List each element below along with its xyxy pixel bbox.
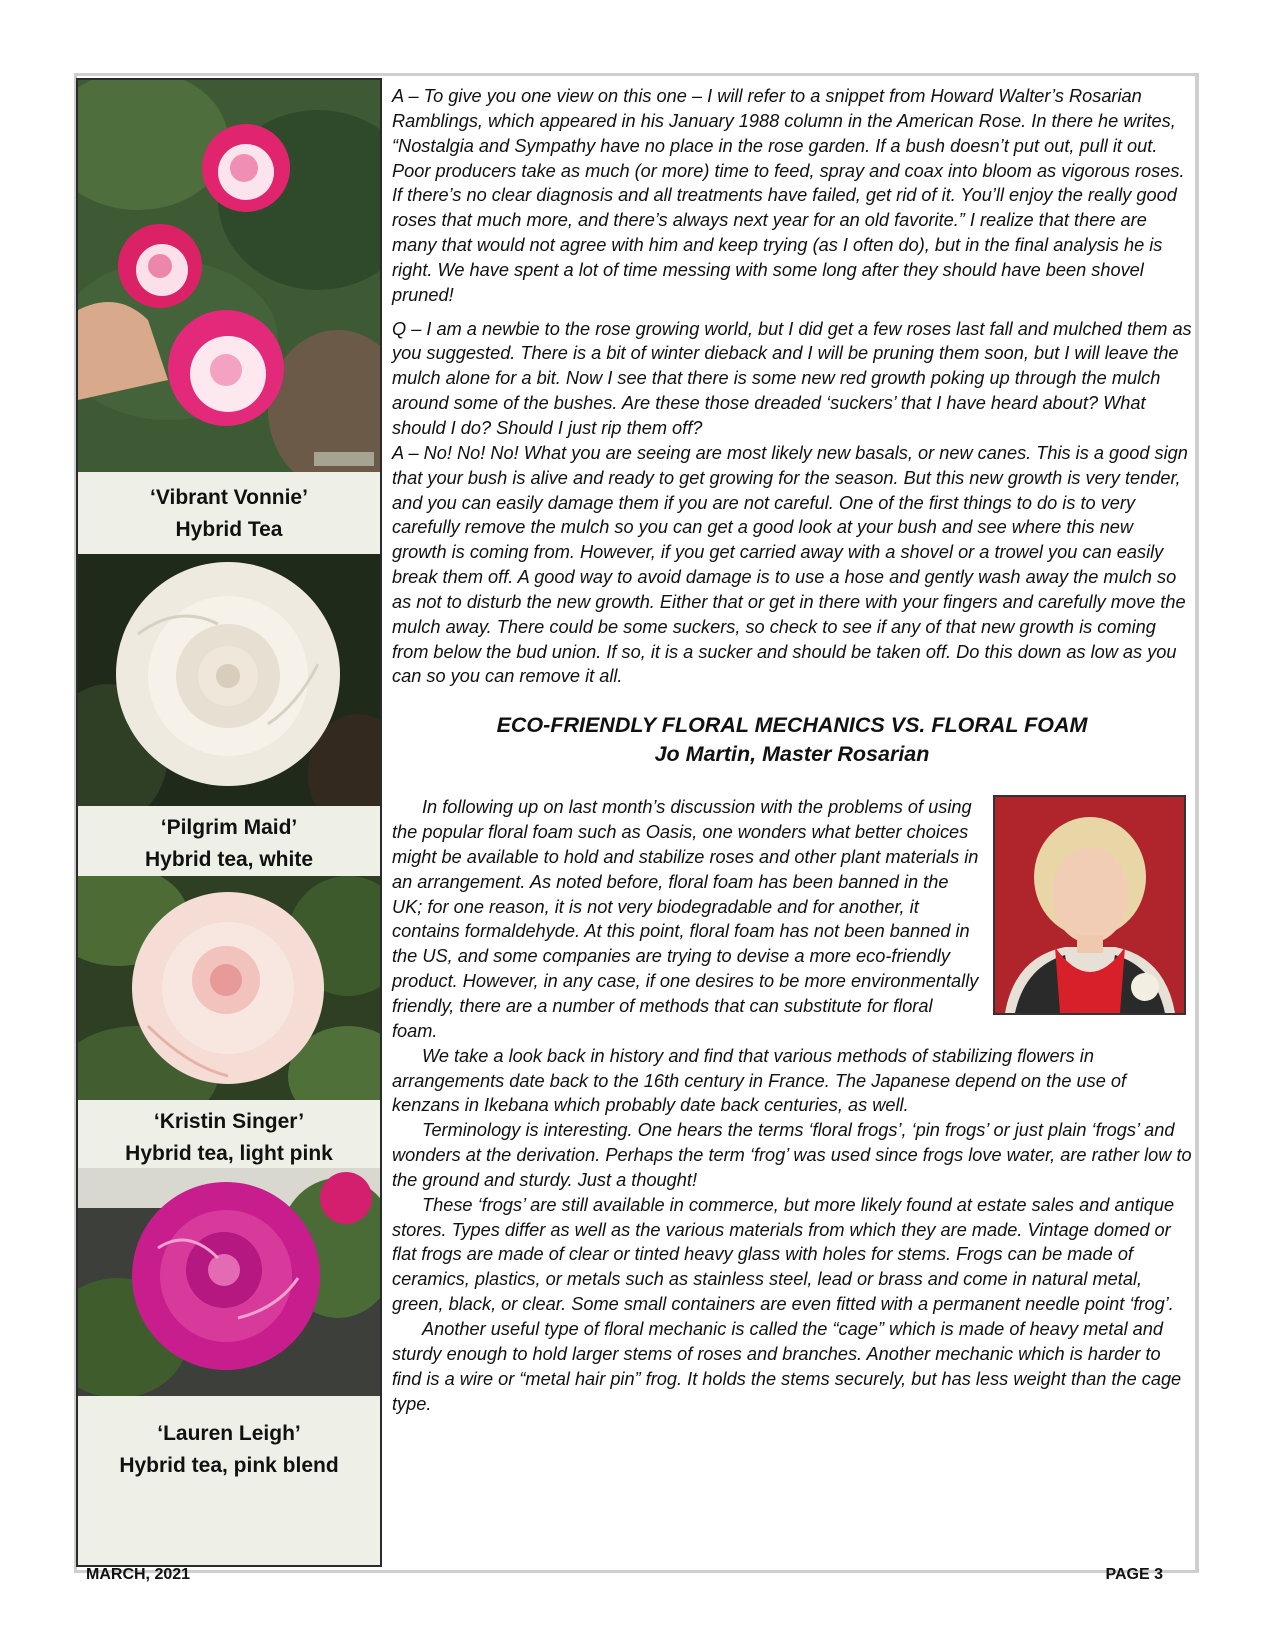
footer-date: MARCH, 2021 bbox=[86, 1566, 191, 1583]
article-paragraph: Another useful type of floral mechanic is called the “cage” which is made of heavy metal and sturdy enough to hold larger stems of roses and branches. Another mechanic which is harder to find is a wire or “metal hair pin” frog. It holds the stems securely, but has less weight than the cage type. bbox=[392, 1318, 1182, 1414]
rose-type: Hybrid tea, white bbox=[144, 848, 314, 871]
article-byline: Jo Martin, Master Rosarian bbox=[654, 742, 930, 767]
author-portrait bbox=[993, 795, 1186, 1015]
rose-type: Hybrid tea, pink blend bbox=[119, 1454, 339, 1477]
question-paragraph: Q – I am a newbie to the rose growing world, but I did get a few roses last fall and mulched them as you suggested. There is a bit of winter dieback and I will be pruning them soon, but I will leave the mulch alone for a bit. Now I see that there is some new red growth poking up through the mulch around some of the bushes. Are these those dreaded ‘suckers’ that I have heard about? What should I do? Should I just rip them off? bbox=[392, 318, 1192, 438]
rose-photo-kristin-singer bbox=[78, 876, 380, 1102]
answer-paragraph: A – No! No! No! What you are seeing are most likely new basals, or new canes. This is a good sign that your bush is alive and ready to get growing for the season. But this new growth is very tender, and you can easily damage them if you are not careful. One of the first things to do is to very carefully remove the mulch so you can get a good look at your bush and see where this new growth is coming from. However, if you get carried away with a shovel or a trowel you can easily break them off. A good way to avoid damage is to use a hose and gently wash away the mulch so as not to disturb the new growth. Either that or get in there with your fingers and carefully move the mulch away. There could be some suckers, so check to see if any of that new growth is coming from below the bud union. If so, it is a sucker and should be taken off. Do this down as low as you can so you can remove it all. bbox=[392, 442, 1188, 687]
rose-type: Hybrid tea, light pink bbox=[125, 1142, 333, 1165]
rose-photo-pilgrim-maid bbox=[78, 554, 380, 806]
answer-paragraph: A – To give you one view on this one – I will refer to a snippet from Howard Walter’s Rosarian Ramblings, which appeared in his January 1988 column in the American Rose. In there he writes, “Nostalgia and Sympathy have no place in the rose garden. If a bush doesn’t put out, pull it out. Poor producers take as much (or more) time to feed, spray and coax into bloom as vigorous roses. If there’s no clear diagnosis and all treatments have failed, get rid of it. You’ll enjoy the really good roses that much more, and there’s always next year for an old favorite.” I realize that there are many that would not agree with him and keep trying (as I often do), but in the final analysis he is right. We have spent a lot of time messing with some long after they should have been shovel pruned! bbox=[392, 86, 1185, 305]
footer-page-number: PAGE 3 bbox=[1105, 1566, 1163, 1583]
article-paragraph: We take a look back in history and find that various methods of stabilizing flowers in arrangements date back to the 16th century in France. The Japanese depend on the use of kenzans in Ikebana which probably date back centuries, as well. bbox=[392, 1045, 1127, 1116]
caption-vibrant-vonnie bbox=[78, 472, 380, 552]
caption-pilgrim-maid bbox=[78, 810, 380, 876]
photo-sidebar bbox=[76, 78, 382, 1567]
rose-name: ‘Lauren Leigh’ bbox=[157, 1422, 301, 1445]
caption-lauren-leigh bbox=[78, 1396, 380, 1565]
rose-name: ‘Vibrant Vonnie’ bbox=[150, 486, 308, 509]
article-paragraph: Terminology is interesting. One hears the terms ‘floral frogs’, ‘pin frogs’ or just plain ‘frogs’ and wonders at the derivation. Perhaps the term ‘frog’ was used since frogs love water, are rather low to the ground and sturdy. Just a thought! bbox=[392, 1120, 1192, 1190]
article-paragraph: In following up on last month’s discussion with the problems of using the popular floral foam such as Oasis, one wonders what better choices might be available to hold and stabilize roses and other plant materials in an arrangement. As noted before, floral foam has been banned in the UK; for one reason, it is not very biodegradable and for another, it contains formaldehyde. At this point, floral foam has not been banned in the US, and some companies are trying to devise a more eco-friendly product. However, in any case, if one desires to be more environmentally friendly, there are a number of methods that can substitute for floral foam. bbox=[392, 797, 979, 1041]
rose-type: Hybrid Tea bbox=[175, 518, 283, 541]
rose-photo-lauren-leigh bbox=[78, 1168, 380, 1396]
caption-kristin-singer bbox=[78, 1100, 380, 1166]
rose-name: ‘Kristin Singer’ bbox=[153, 1110, 305, 1133]
article-heading bbox=[392, 711, 1192, 769]
article-title: ECO-FRIENDLY FLORAL MECHANICS VS. FLORAL FOAM bbox=[496, 713, 1088, 738]
rose-name: ‘Pilgrim Maid’ bbox=[160, 816, 298, 839]
article-column bbox=[392, 84, 1192, 1416]
rose-photo-vibrant-vonnie bbox=[78, 80, 380, 478]
article-paragraph: These ‘frogs’ are still available in commerce, but more likely found at estate sales and antique stores. Types differ as well as the various materials from which they are made. Vintage domed or flat frogs are made of clear or tinted heavy glass with holes for stems. Frogs can be made of ceramics, plastics, or metals such as stainless steel, lead or brass and come in natural metal, green, black, or clear. Some small containers are even fitted with a permanent needle point ‘frog’. bbox=[392, 1194, 1175, 1315]
